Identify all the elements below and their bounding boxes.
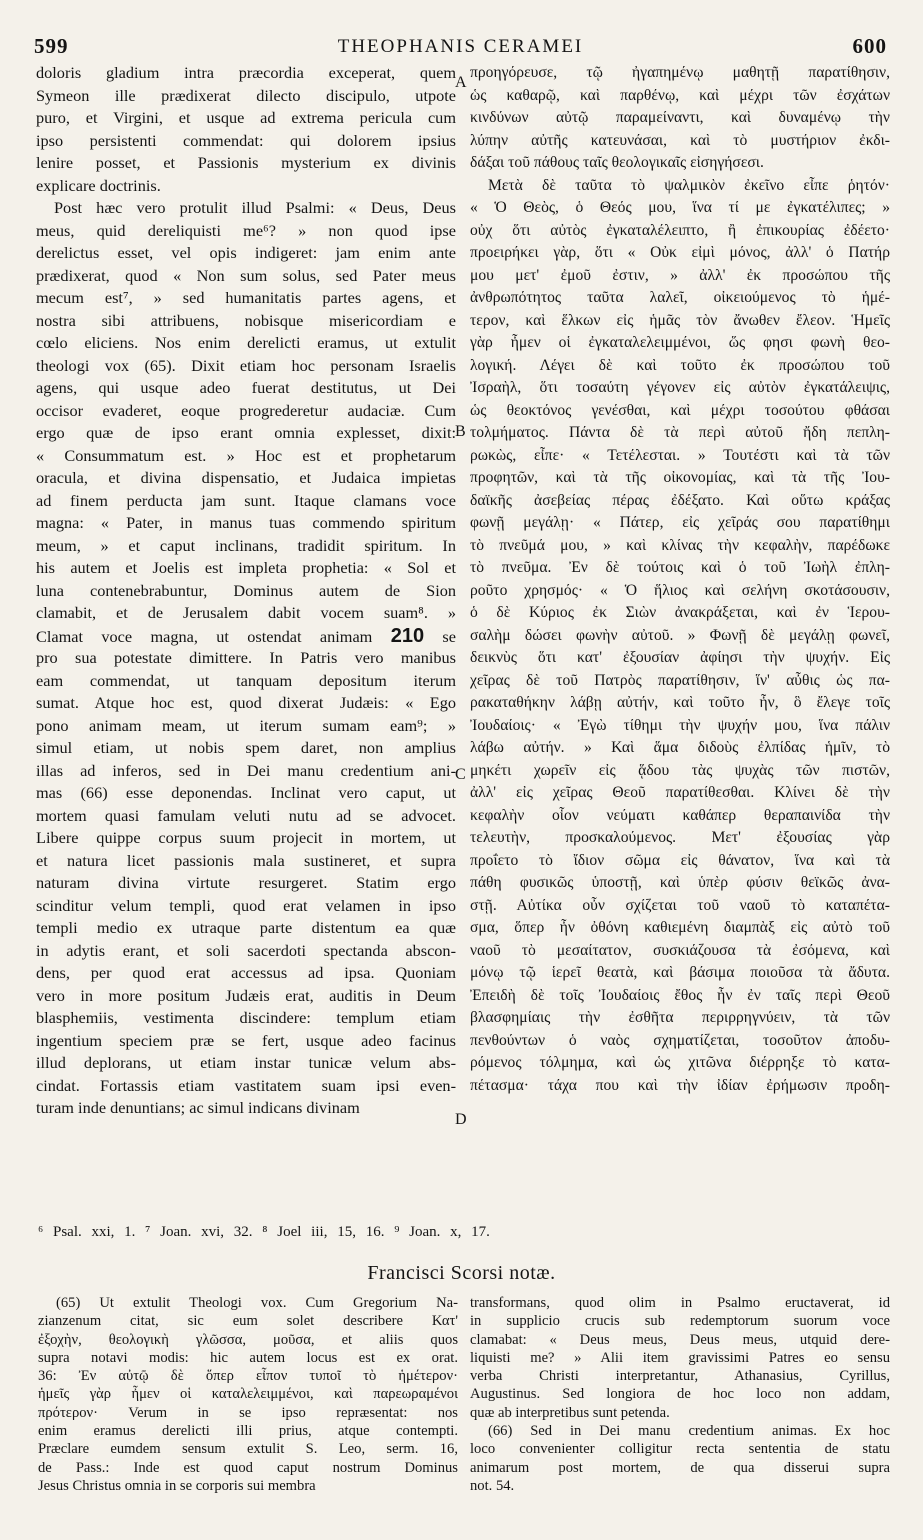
greek-line: κεφαλὴν οἷον νεύματι καθάπερ θεραπαινίδα τὴν — [470, 806, 890, 824]
greek-line: ὡς καθαρῷ, καὶ παρθένῳ, καὶ μέχρι τῶν ἐσχάτων — [470, 86, 890, 104]
note-line: Præclare eumdem sensum extulit S. Leo, serm. 16, — [38, 1441, 458, 1458]
note-line: Augustinus. Sed longiora de hoc loco non addam, — [470, 1386, 890, 1403]
greek-line: ροῦτο χρησμός· « Ὁ ἥλιος καὶ σελήνη σκοτάσουσιν, — [470, 581, 890, 599]
latin-line: cindat. Fortassis etiam vastitatem suam ipsi even- — [36, 1075, 456, 1095]
latin-line: scinditur velum templi, quod erat velamen in ipso — [36, 895, 456, 915]
greek-line: μόνῳ τῷ ἱερεῖ θεατὰ, καὶ βάσιμα ποιοῦσα τὰ ἄδυτα. — [470, 964, 890, 981]
latin-line: naturam divina virtute resurgeret. Statim ergo — [36, 873, 456, 892]
latin-line: oracula, et divina dispensatio, et Judaica impietas — [36, 468, 456, 487]
greek-line: δεικνὺς ὅτι κατ' ἐξουσίαν ἀφίησι τὴν ψυχήν. Εἰς — [470, 649, 890, 666]
latin-line: magna: « Pater, in manus tuas commendo spiritum — [36, 513, 456, 532]
greek-line: τολμήματος. Πάντα δὲ τὰ περὶ αὐτοῦ ἤδη πεπλη- — [470, 424, 890, 441]
latin-line: mecum est⁷, » sed humanitatis partes agens, et — [36, 288, 456, 307]
greek-line: τὸ πνεῦμα. Ἐν δὲ τούτοις καὶ ὁ τοῦ Ἰωὴλ ἐπλη- — [470, 559, 890, 576]
latin-line: « Consummatum est. » Hoc est et prophetarum — [36, 445, 456, 465]
latin-line: turam inde denuntians; ac simul indicans divinam — [36, 1098, 360, 1117]
latin-line: meus, quid dereliquisti me⁶? » non quod ipse — [36, 220, 456, 240]
greek-line: δάξαι τοῦ πάθους ταῖς θεολογικαῖς εἰσηγήσεσι. — [470, 154, 764, 171]
latin-line: explicare doctrinis. — [36, 175, 161, 195]
latin-line: doloris gladium intra præcordia exceperat, quem — [36, 63, 456, 82]
greek-line: ναοῦ τὸ μεσαίτατον, συσκιάζουσα τὰ ἐσόμενα, καὶ — [470, 941, 890, 959]
greek-line: ρόμενος τόλμημα, καὶ ὡς χιτῶνα διέρρηξε τὸ κατα- — [470, 1054, 890, 1071]
latin-line: agens, qui usque adeo fuerat destitutus, ut Dei — [36, 378, 456, 397]
page-number-left: 599 — [34, 34, 69, 58]
latin-line: Symeon ille prædixerat dilecto discipulo, utpote — [36, 85, 456, 105]
latin-line: theologi vox (65). Dixit etiam hoc personam Israelis — [36, 355, 456, 375]
latin-line: et natura licet passionis mala sustineret, et supra — [36, 850, 456, 870]
note-line: quæ ab interpretibus sunt petenda. — [470, 1404, 670, 1421]
latin-line: nostra sibi attribuens, nobisque misericordiam e — [36, 310, 456, 330]
greek-line: ὡς θεοκτόνος γενέσθαι, καὶ μέχρι τοσούτου φθάσαι — [470, 401, 890, 419]
latin-line: simul etiam, ut nobis spem daret, non amplius — [36, 738, 456, 757]
page-number-right: 600 — [852, 34, 887, 58]
note-line: not. 54. — [470, 1477, 515, 1494]
note-line: (66) Sed in Dei manu credentium animas. Ex hoc — [488, 1423, 890, 1440]
greek-line: τελευτὴν, προσκαλούμενος. Μετ' ἐξουσίας γὰρ — [470, 829, 890, 846]
note-line: enim eramus derelicti illi prius, atque contempti. — [38, 1423, 458, 1440]
greek-line: ἀνθρωπότητος ταῦτα λαλεῖ, οἰκειούμενος τὸ ἡμέ- — [470, 289, 890, 306]
greek-line: λύπην αὐτῆς κατευνάσαι, καὶ τὸ μυστήριον ἐκδι- — [470, 131, 890, 149]
note-line: verba Christi interpretantur, Athanasius, Cyrillus, — [470, 1368, 890, 1385]
latin-line: prædixerat, quod « Non sum solus, sed Pater meus — [36, 265, 456, 285]
greek-line: Ἰουδαίοις· « Ἐγὼ τίθημι τὴν ψυχήν μου, ἵνα πάλιν — [470, 716, 890, 734]
margin-letter-d: D — [455, 1111, 467, 1128]
greek-line: στῇ. Αὐτίκα οὖν σχίζεται τοῦ ναοῦ τὸ καταπέτα- — [470, 896, 890, 914]
greek-line: ἀλλ' εἰς χεῖρας Θεοῦ παρατίθεσθαι. Κλίνει δὲ τὴν — [470, 784, 890, 801]
greek-line: προφητῶν, καὶ τὰ τῆς οἰκονομίας, καὶ τὰ τῆς Ἰου- — [470, 469, 890, 486]
note-line: ἐξοχὴν, θεολογικὴ γλῶσσα, μοῦσα, et aliis quos — [38, 1331, 458, 1348]
latin-line: blasphemiis, vestimenta discindere: templum etiam — [36, 1008, 456, 1027]
latin-line: vero in more positum Judæis erat, auditis in Deum — [36, 985, 456, 1005]
latin-line: mortem quasi famulam veluti nutu ad se advocet. — [36, 805, 456, 825]
note-line: 36: Ἐν αὐτῷ δὲ ὅπερ εἶπον τυποῖ τὸ ἡμέτερον· — [38, 1368, 458, 1385]
latin-line: sumat. Atque hoc est, quod dixerat Judæis: « Ego — [36, 693, 456, 712]
page-header — [34, 34, 887, 60]
latin-line: cœlo eliciens. Nos enim derelicti eramus, ut extulit — [36, 333, 456, 352]
latin-line: his autem et Joelis est impleta prophetia: « Sol et — [36, 558, 456, 577]
note-line: transformans, quod olim in Psalmo eructaverat, id — [470, 1295, 890, 1311]
note-line: liquisti me? » Alii item gravissimi Patres eo sensu — [470, 1349, 890, 1366]
greek-line: οὐχ ὅτι αὐτὸς ἐγκαταλέλειπτο, ἢ ἐπικουρίας ἐδέετο· — [470, 221, 890, 239]
notes-column-left — [38, 1294, 458, 1495]
greek-line: κινδύνων αὐτῷ παραμείναντι, καὶ δυναμένῳ τὴν — [470, 109, 890, 126]
latin-line: luna contenebrabuntur, Dominus autem de Sion — [36, 580, 456, 600]
greek-line: προηγόρευσε, τῷ ἠγαπημένῳ μαθητῇ παρατίθησιν, — [470, 64, 890, 81]
latin-line: pro sua potestate dimittere. In Patris vero manibus — [36, 648, 456, 667]
footnote-references: ⁶ Psal. xxi, 1. ⁷ Joan. xvi, 32. ⁸ Joel iii, 15, 16. ⁹ Joan. x, 17. — [38, 1224, 490, 1240]
note-line: πρότερον· Verum in se ipso repræsentat: nos — [38, 1404, 458, 1421]
latin-line: puro, et Virgini, et usque ad extrema pericula cum — [36, 108, 456, 127]
note-line: de Pass.: Inde est quod caput nostrum Dominus — [38, 1459, 458, 1476]
latin-line: occisor evaderet, eoque progrederetur audaciæ. Cum — [36, 400, 456, 420]
greek-line: λάβω αὐτήν. » Καὶ ἅμα διδοὺς ἐλπίδας ἡμῖν, τὸ — [470, 739, 890, 756]
margin-letter-b: B — [455, 423, 466, 440]
latin-line: Post hæc vero protulit illud Psalmi: « Deus, Deus — [54, 198, 456, 217]
latin-line: eam commendat, ut tanquam depositum iterum — [36, 670, 456, 690]
note-line: Jesus Christus omnia in se corporis sui membra — [38, 1477, 316, 1494]
greek-line: πάθη φυσικῶς ὑποστῇ, καὶ ὑπὲρ φύσιν θεϊκῶς ἀνα- — [470, 874, 890, 891]
greek-line: γὰρ ἦμεν οἱ ἐγκαταλελειμμένοι, ὥς φησι φωνὴ θεο- — [470, 334, 890, 351]
greek-line: Μετὰ δὲ ταῦτα τὸ ψαλμικὸν ἐκεῖνο εἶπε ῥητόν· — [488, 176, 890, 194]
note-line: (65) Ut extulit Theologi vox. Cum Gregorium Na- — [56, 1295, 458, 1311]
latin-line: meum, » et caput inclinans, tradidit spiritum. In — [36, 535, 456, 555]
latin-line: in adytis erant, et soli sacerdoti spectanda abscon- — [36, 940, 456, 960]
greek-line: μηκέτι χωρεῖν εἰς ᾅδου τὰς ψυχὰς τῶν πιστῶν, — [470, 761, 890, 779]
greek-line: λογική. Λέγει δὲ καὶ τοῦτο ἐκ προσώπου τοῦ — [470, 356, 890, 374]
column-number-mark: 210 — [390, 624, 425, 647]
greek-line: σμα, ὅπερ ἦν ὀθόνη καθιεμένη διαμπὰξ εἰς αὐτὸ τοῦ — [470, 919, 890, 936]
greek-line: μου μετ' ἐμοῦ ἐστιν, » ἀλλ' ἐκ προσώπου τῆς — [470, 266, 890, 284]
latin-line: Libere quippe corpus suum projecit in mortem, ut — [36, 828, 456, 847]
latin-text-column — [36, 62, 456, 1120]
running-title: THEOPHANIS CERAMEI — [337, 36, 584, 57]
latin-line: illud deplorans, ut etiam instar tunicæ velum abs- — [36, 1053, 456, 1072]
note-line: clamabat: « Deus meus, Deus meus, utquid dere- — [470, 1331, 890, 1348]
latin-line: templi medio ex utraque parte distentum ea quæ — [36, 918, 456, 937]
greek-text-column — [470, 62, 890, 1097]
latin-line: dens, per quod erat accessus ad ipsa. Quoniam — [36, 963, 456, 982]
note-line: zianzenum citat, sic eum solet describere Κατ' — [38, 1313, 458, 1330]
greek-line: χεῖρας δὲ τοῦ Πατρὸς παρατίθησιν, ἵν' αὖθις ὡς πα- — [470, 671, 890, 689]
margin-letter-a: A — [455, 74, 467, 91]
greek-line: φωνῇ μεγάλῃ· « Πάτερ, εἰς χεῖράς σου παρατίθημι — [470, 514, 890, 531]
latin-line: ipso persistenti commendat: qui dolorem ipsius — [36, 130, 456, 150]
note-line: ἡμεῖς γὰρ ἦμεν οἱ καταλελειμμένοι, καὶ παρεωραμένοι — [38, 1386, 458, 1403]
latin-line: ingentium speciem præ se fert, usque adeo facinus — [36, 1030, 456, 1050]
greek-line: βλασφημίαις τὴν ἐσθῆτα περιρρηγνύειν, τὰ τῶν — [470, 1009, 890, 1026]
greek-line: δαϊκῆς ἀσεβείας πέρας ἐδέξατο. Καὶ οὕτω κράξας — [470, 491, 890, 509]
note-line: loco convenienter colligitur recta sententia de statu — [470, 1441, 890, 1458]
greek-line: ρωκὼς, εἶπε· « Τετέλεσται. » Τουτέστι καὶ τὰ τῶν — [470, 446, 890, 464]
latin-line: ergo quæ de ipso erant omnia explesset, dixit: — [36, 423, 456, 442]
greek-line: Ἰσραὴλ, ὅτι τοσαύτη γέγονεν εἰς αὐτὸν ἐγκατάλειψις, — [470, 379, 890, 396]
latin-line: Clamat voce magna, ut ostendat animam 210 se — [36, 624, 456, 647]
latin-line: mas (66) esse deponendas. Inclinat vero caput, ut — [36, 783, 456, 802]
latin-line: pono animam meam, ut iterum sumam eam⁹; » — [36, 715, 456, 735]
greek-line: προειρήκει γὰρ, ὅτι « Οὐκ εἰμὶ μόνος, ἀλλ' ὁ Πατήρ — [470, 244, 890, 261]
greek-line: ρακαταθήκην λάβῃ αὐτήν, καὶ τοῦτο ἦν, ὃ ἔλεγε τοῖς — [470, 694, 890, 711]
notes-title: Francisci Scorsi notæ. — [367, 1262, 556, 1284]
latin-line: clamabit, et de Jerusalem dabit vocem suam⁸. » — [36, 603, 456, 622]
greek-line: τὸ πνεῦμά μου, » καὶ κλίνας τὴν κεφαλὴν, παρέδωκε — [470, 536, 890, 554]
greek-line: Ἐπειδὴ δὲ τοῖς Ἰουδαίοις ἔθος ἦν ἐν ταῖς περὶ Θεοῦ — [470, 986, 890, 1004]
latin-line: illas ad inferos, sed in Dei manu credentium ani- — [36, 760, 456, 780]
greek-line: « Ὁ Θεὸς, ὁ Θεός μου, ἵνα τί με ἐγκατέλιπες; » — [470, 199, 890, 216]
greek-line: προΐετο τὸ ἴδιον σῶμα εἰς θάνατον, ἵνα καὶ τὰ — [470, 851, 890, 869]
greek-line: πενθούντων ὁ ναὸς σχηματίζεται, τοσοῦτον ἀποδυ- — [470, 1031, 890, 1049]
latin-line: lenire posset, et Passionis mysterium ex divinis — [36, 153, 456, 172]
greek-line: ὁ δὲ Κύριος ἐκ Σιὼν ἀνακράξεται, καὶ ἐν Ἱερου- — [470, 604, 890, 621]
greek-line: πέτασμα· τάχα που καὶ τὴν ἰδίαν ἐρήμωσιν προδη- — [470, 1076, 890, 1094]
latin-line: derelictus esset, vel opis indigeret: jam enim ante — [36, 243, 456, 262]
greek-line: σαλὴμ δώσει φωνὴν αὐτοῦ. » Φωνῇ δὲ μεγάλῃ φωνεῖ, — [470, 626, 890, 644]
note-line: supra notavi modis: hic autem locus est ex orat. — [38, 1349, 458, 1366]
notes-column-right — [470, 1294, 890, 1495]
greek-line: τερον, καὶ ἕλκων εἰς ἡμᾶς τὸν ἄνωθεν ἔλεον. Ἡμεῖς — [470, 311, 890, 329]
note-line: animarum post mortem, de qua disserui supra — [470, 1459, 890, 1476]
latin-line: ad finem perducta jam sunt. Itaque clamans voce — [36, 490, 456, 510]
margin-letter-c: C — [455, 766, 466, 783]
note-line: in supplicio crucis sub redemptorum suorum voce — [470, 1313, 890, 1330]
